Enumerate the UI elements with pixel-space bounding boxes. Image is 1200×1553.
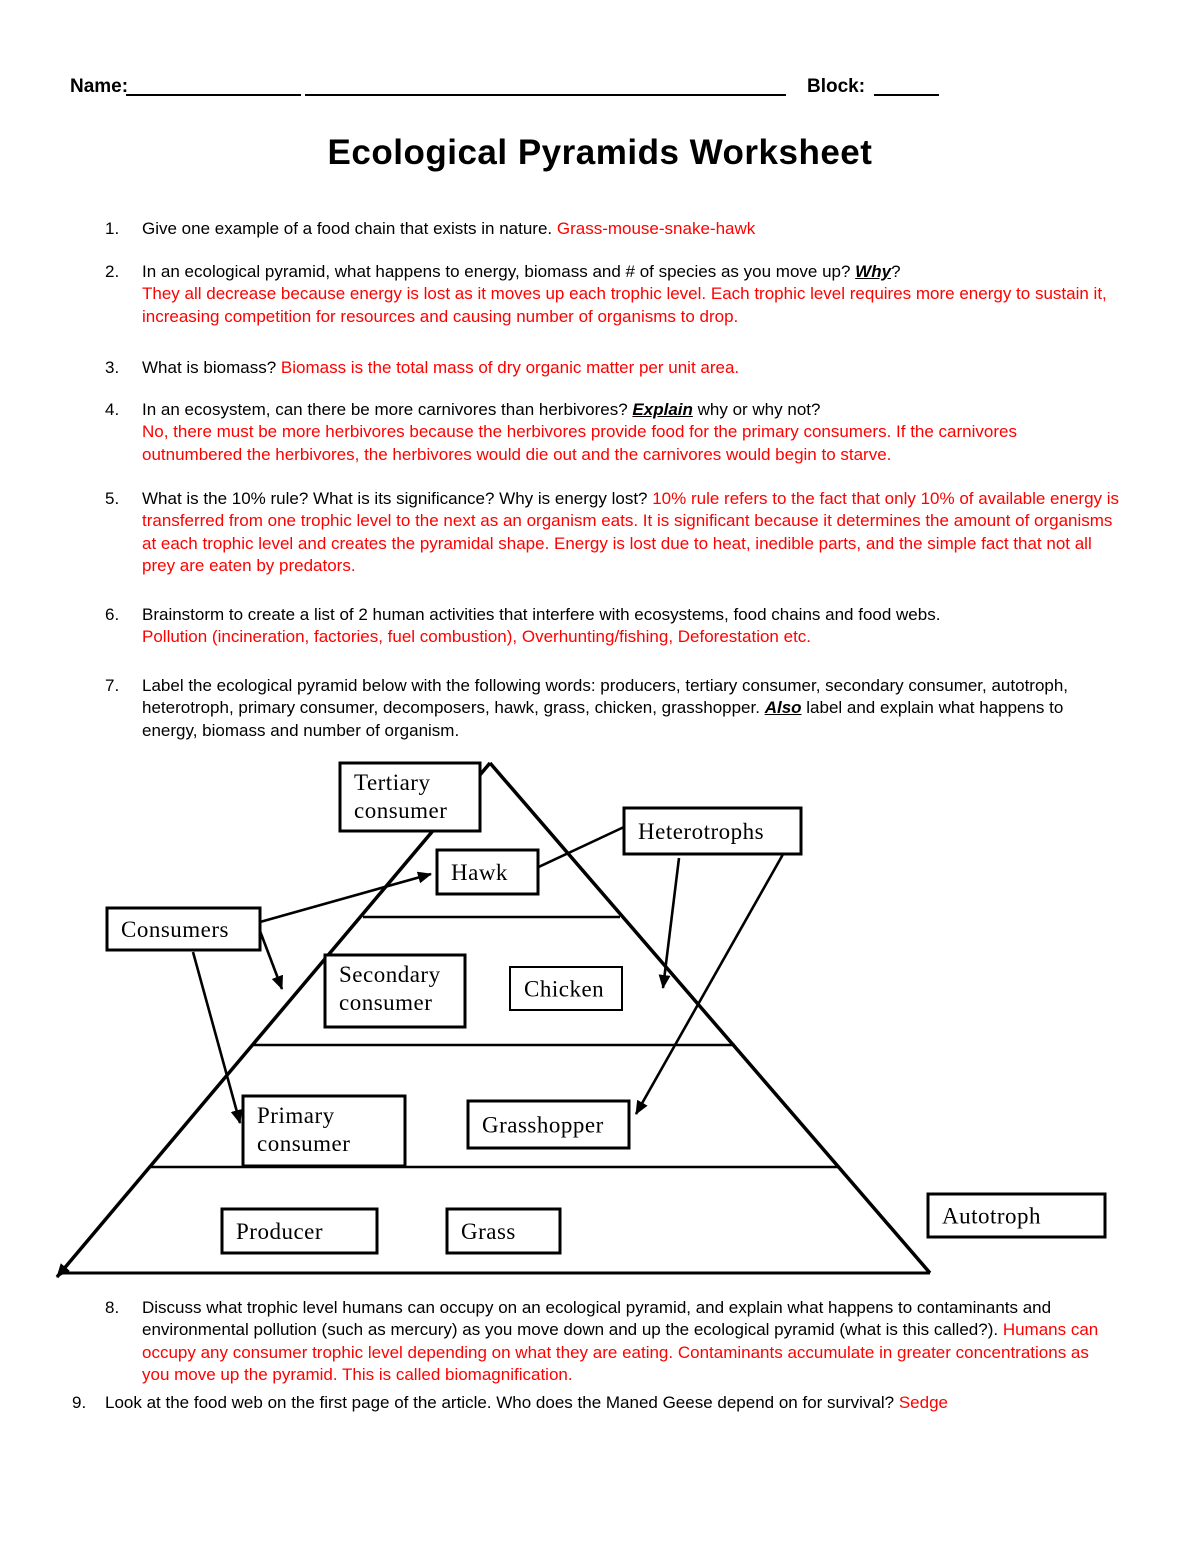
- question-number: 2.: [105, 262, 120, 281]
- prompt-text: Look at the food web on the first page of the article. Who does the Maned Geese depend on for survival?: [105, 1393, 899, 1412]
- diagram-box-primary-consumer: [243, 1096, 405, 1166]
- diagram-box-tertiary-consumer: [340, 763, 480, 831]
- prompt-text: Discuss what trophic level humans can occupy on an ecological pyramid, and explain what happens to contaminants and environmental pollution (such as mercury) as you move down and up the ecological pyramid (what is this called?).: [142, 1298, 1052, 1340]
- question-text: [142, 488, 1120, 578]
- name-blank-line-2: [305, 76, 786, 96]
- answer-text: Sedge: [898, 1393, 949, 1412]
- box-label: Secondary: [339, 962, 441, 987]
- question-number: 1.: [105, 219, 120, 238]
- answer-text: They all decrease because energy is lost as it moves up each trophic level. Each trophic level requires more energy to sustain it, increasing competition for resources and causing number of organisms to drop.: [142, 284, 1107, 326]
- box-label: Chicken: [524, 976, 605, 1002]
- box-label: consumer: [257, 1131, 351, 1156]
- box-label: Producer: [236, 1219, 324, 1244]
- diagram-box-producer: [222, 1209, 377, 1253]
- box-label: Tertiary: [354, 770, 431, 795]
- arrow-consumers-to-second-level: [260, 931, 282, 989]
- answer-text: Humans can occupy any consumer trophic level depending on what they are eating. Contaminants accumulate in greater concentrations as you move up the pyramid. This is called biomagnification.: [142, 1320, 1099, 1385]
- answer-text: No, there must be more herbivores because the herbivores provide food for the primary consumers. If the carnivores outnumbered the herbivores, the herbivores would die out and the carnivores would begin to starve.: [142, 422, 1017, 464]
- diagram-box-heterotrophs: [624, 808, 801, 854]
- prompt-text: Also: [764, 698, 802, 718]
- question-number: 3.: [105, 358, 120, 377]
- answer-text: Grass-mouse-snake-hawk: [556, 219, 756, 238]
- question-number: 6.: [105, 605, 120, 624]
- diagram-box-hawk: [437, 850, 538, 894]
- prompt-text: Give one example of a food chain that exists in nature.: [142, 219, 557, 238]
- block-blank-line: [874, 76, 939, 96]
- diagram-box-secondary-consumer: [325, 955, 465, 1027]
- box-label: consumer: [339, 990, 433, 1015]
- prompt-text: Brainstorm to create a list of 2 human activities that interfere with ecosystems, food chains and food webs.: [142, 605, 941, 624]
- question-number: 4.: [105, 400, 120, 419]
- prompt-text: What is biomass?: [142, 358, 281, 377]
- arrow-heterotrophs-to-grasshopper: [636, 826, 799, 1114]
- block-label: Block:: [807, 76, 866, 97]
- name-label: Name:: [70, 76, 129, 97]
- prompt-text: What is the 10% rule? What is its significance? Why is energy lost?: [142, 489, 653, 508]
- answer-text: Pollution (incineration, factories, fuel combustion), Overhunting/fishing, Deforestation etc.: [142, 627, 812, 647]
- prompt-text: why or why not?: [692, 400, 821, 419]
- box-label: Hawk: [451, 860, 508, 885]
- question-number: 5.: [105, 489, 120, 508]
- diagram-box-grass: [447, 1209, 560, 1253]
- question-text: [142, 675, 1120, 742]
- answer-text: 10% rule refers to the fact that only 10% of available energy is transferred from one trophic level to the next as an organism eats. It is significant because it determines the amount of organisms at each trophic level and creates the pyramidal shape. Energy is lost due to heat, inedible parts, and the simple fact that not all prey are eaten by predators.: [142, 489, 1120, 576]
- question-number: 9.: [72, 1393, 87, 1412]
- diagram-box-consumers: [107, 908, 260, 950]
- question-text: [142, 357, 1120, 379]
- question-text: [142, 604, 1120, 649]
- box-label: Primary: [257, 1103, 335, 1128]
- box-label: Grasshopper: [482, 1112, 604, 1138]
- prompt-text: label and explain what happens to energy, biomass and number of organism.: [142, 698, 1064, 740]
- box-label: Consumers: [121, 917, 229, 942]
- box-label: Heterotrophs: [638, 819, 765, 844]
- ecological-pyramid-diagram: [0, 750, 1200, 1305]
- diagram-box-autotroph: [928, 1194, 1105, 1237]
- page-title: Ecological Pyramids Worksheet: [327, 133, 873, 172]
- diagram-box-grasshopper: [468, 1101, 629, 1148]
- answer-text: Biomass is the total mass of dry organic matter per unit area.: [280, 358, 740, 377]
- name-blank-line-1: [126, 76, 301, 96]
- arrow-heterotrophs-to-second-level: [663, 858, 679, 988]
- diagram-box-chicken: [510, 967, 622, 1010]
- box-label: Autotroph: [942, 1203, 1042, 1229]
- prompt-text: In an ecosystem, can there be more carnivores than herbivores?: [142, 400, 633, 419]
- question-number: 7.: [105, 676, 120, 695]
- prompt-text: ?: [891, 262, 901, 281]
- question-text: [142, 218, 1120, 240]
- box-label: consumer: [354, 798, 448, 823]
- prompt-text: Why: [855, 262, 892, 281]
- prompt-text: Explain: [632, 400, 693, 419]
- arrow-consumers-to-primary-consumer: [193, 952, 240, 1123]
- box-label: Grass: [461, 1219, 516, 1244]
- question-text: [142, 399, 1120, 466]
- question-text: [105, 1392, 1145, 1414]
- question-number: 8.: [105, 1298, 120, 1317]
- question-text: [142, 1297, 1120, 1387]
- question-text: [142, 261, 1120, 328]
- prompt-text: In an ecological pyramid, what happens to energy, biomass and # of species as you move up?: [142, 262, 856, 281]
- prompt-text: Label the ecological pyramid below with the following words: producers, tertiary consumer, secondary consumer, autotroph, heterotroph, primary consumer, decomposers, hawk, grass, chicken, grasshopper.: [142, 676, 1069, 718]
- arrow-consumers-to-hawk: [260, 874, 431, 922]
